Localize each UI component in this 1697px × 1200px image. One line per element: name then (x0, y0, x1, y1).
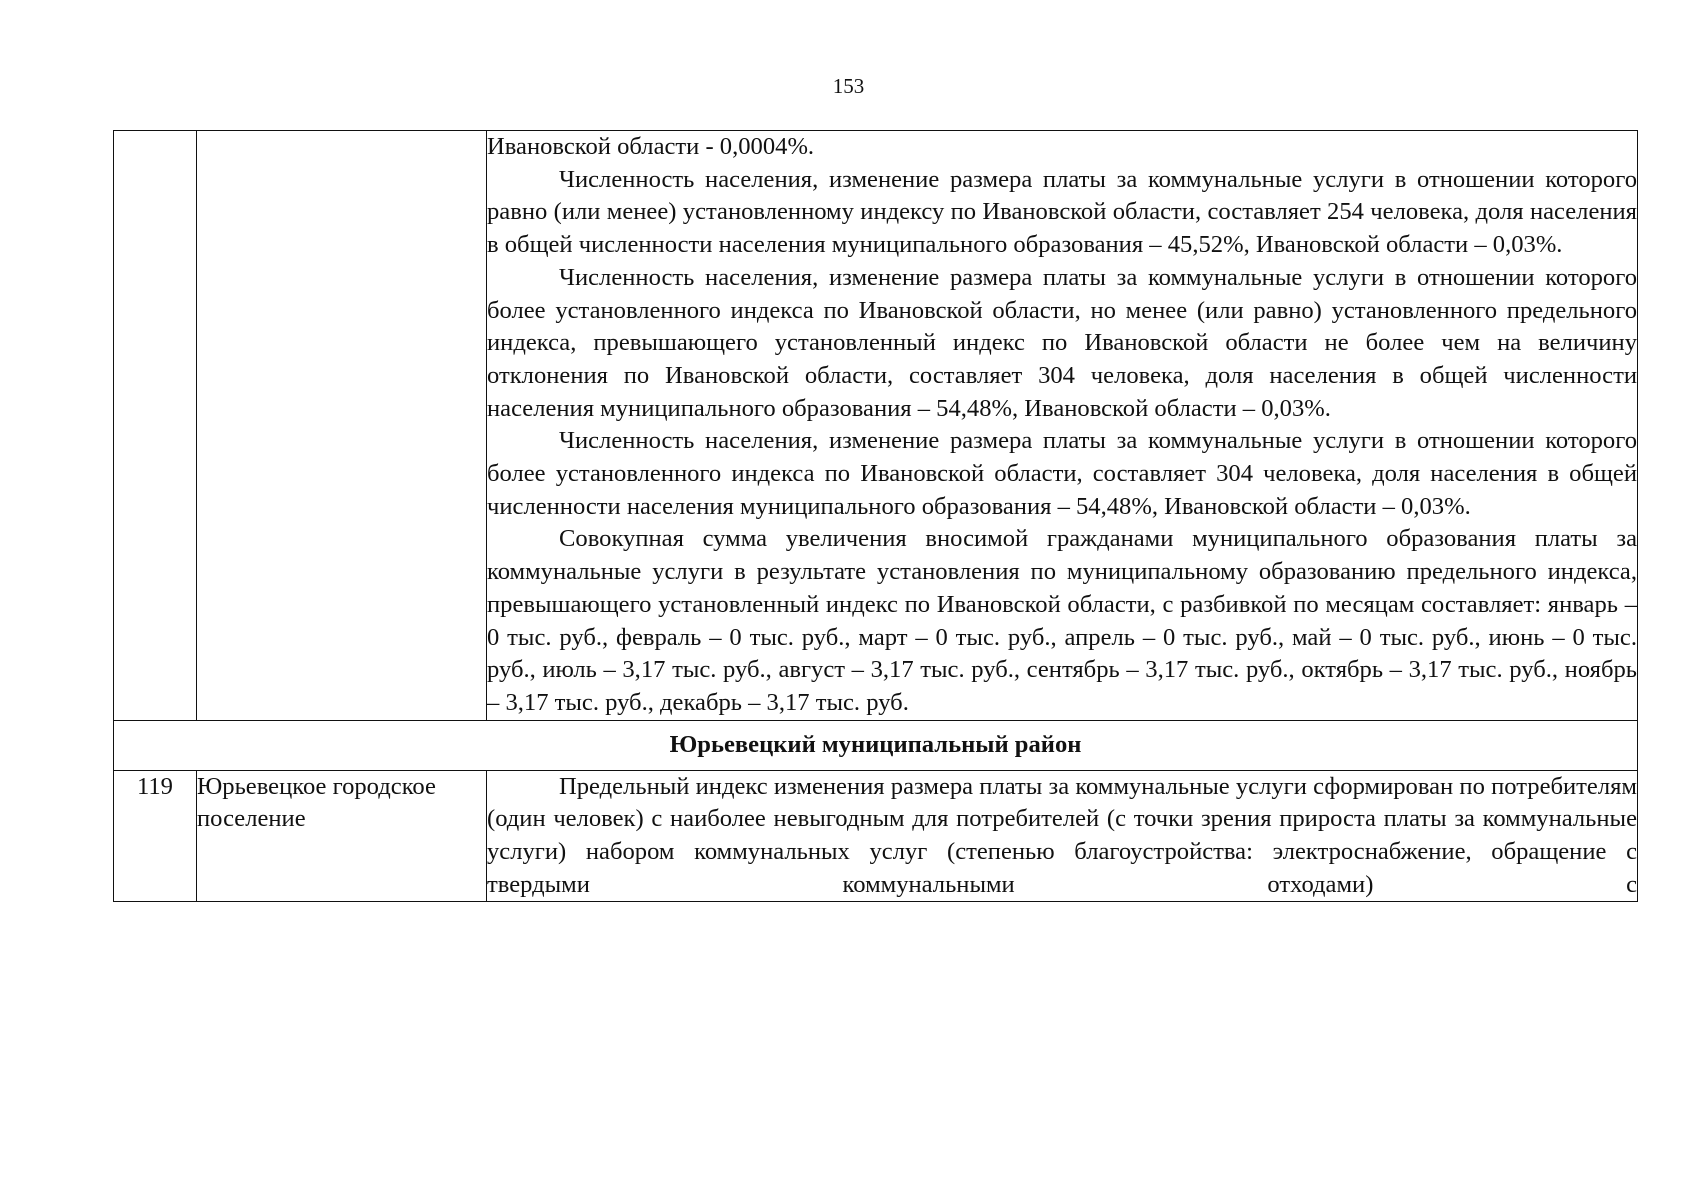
row-number-cell (114, 131, 197, 721)
section-title: Юрьевецкий муниципальный район (114, 720, 1638, 770)
section-header-row (114, 720, 1638, 770)
description-paragraph: Ивановской области - 0,0004%. (487, 133, 815, 160)
page-number: 153 (832, 74, 865, 98)
table-row (114, 131, 1638, 721)
description-paragraph: Численность населения, изменение размера платы за коммунальные услуги в отношении которого равно (или менее) установленному индексу по Ивановской области, составляет 254 человека, доля населения в общей численности населения муниципального образования – 45,52%, Ивановской области – 0,03%. (487, 165, 1637, 259)
row-number-cell: 119 (114, 770, 197, 902)
description-paragraph: Совокупная сумма увеличения вносимой гражданами муниципального образования платы за коммунальные услуги в результате установления по муниципальному образованию предельного индекса, превышающего установленный индекс по Ивановской области, с разбивкой по месяцам составляет: январь – 0 тыс. руб., февраль – 0 тыс. руб., март – 0 тыс. руб., апрель – 0 тыс. руб., май – 0 тыс. руб., июнь – 0 тыс. руб., июль – 3,17 тыс. руб., август – 3,17 тыс. руб., сентябрь – 3,17 тыс. руб., октябрь – 3,17 тыс. руб., ноябрь – 3,17 тыс. руб., декабрь – 3,17 тыс. руб. (487, 525, 1637, 716)
municipality-name-cell (197, 131, 487, 721)
document-table (113, 130, 1638, 902)
description-cell (487, 770, 1638, 902)
table-row (114, 770, 1638, 902)
description-paragraph: Предельный индекс изменения размера платы за коммунальные услуги сформирован по потребителям (один человек) с наиболее невыгодным для потребителей (с точки зрения прироста платы за коммунальные услуги) набором коммунальных услуг (степенью благоустройства: электроснабжение, обращение с твердыми коммунальными отходами) с (487, 772, 1637, 898)
description-cell (487, 131, 1638, 721)
description-paragraph: Численность населения, изменение размера платы за коммунальные услуги в отношении которого более установленного индекса по Ивановской области, составляет 304 человека, доля населения в общей численности населения муниципального образования – 54,48%, Ивановской области – 0,03%. (487, 427, 1637, 520)
description-paragraph: Численность населения, изменение размера платы за коммунальные услуги в отношении которого более установленного индекса по Ивановской области, но менее (или равно) установленного предельного индекса, превышающего установленный индекс по Ивановской области не более чем на величину отклонения по Ивановской области, составляет 304 человека, доля населения в общей численности населения муниципального образования – 54,48%, Ивановской области – 0,03%. (487, 263, 1637, 422)
municipality-name-cell: Юрьевецкое городское поселение (197, 770, 487, 902)
